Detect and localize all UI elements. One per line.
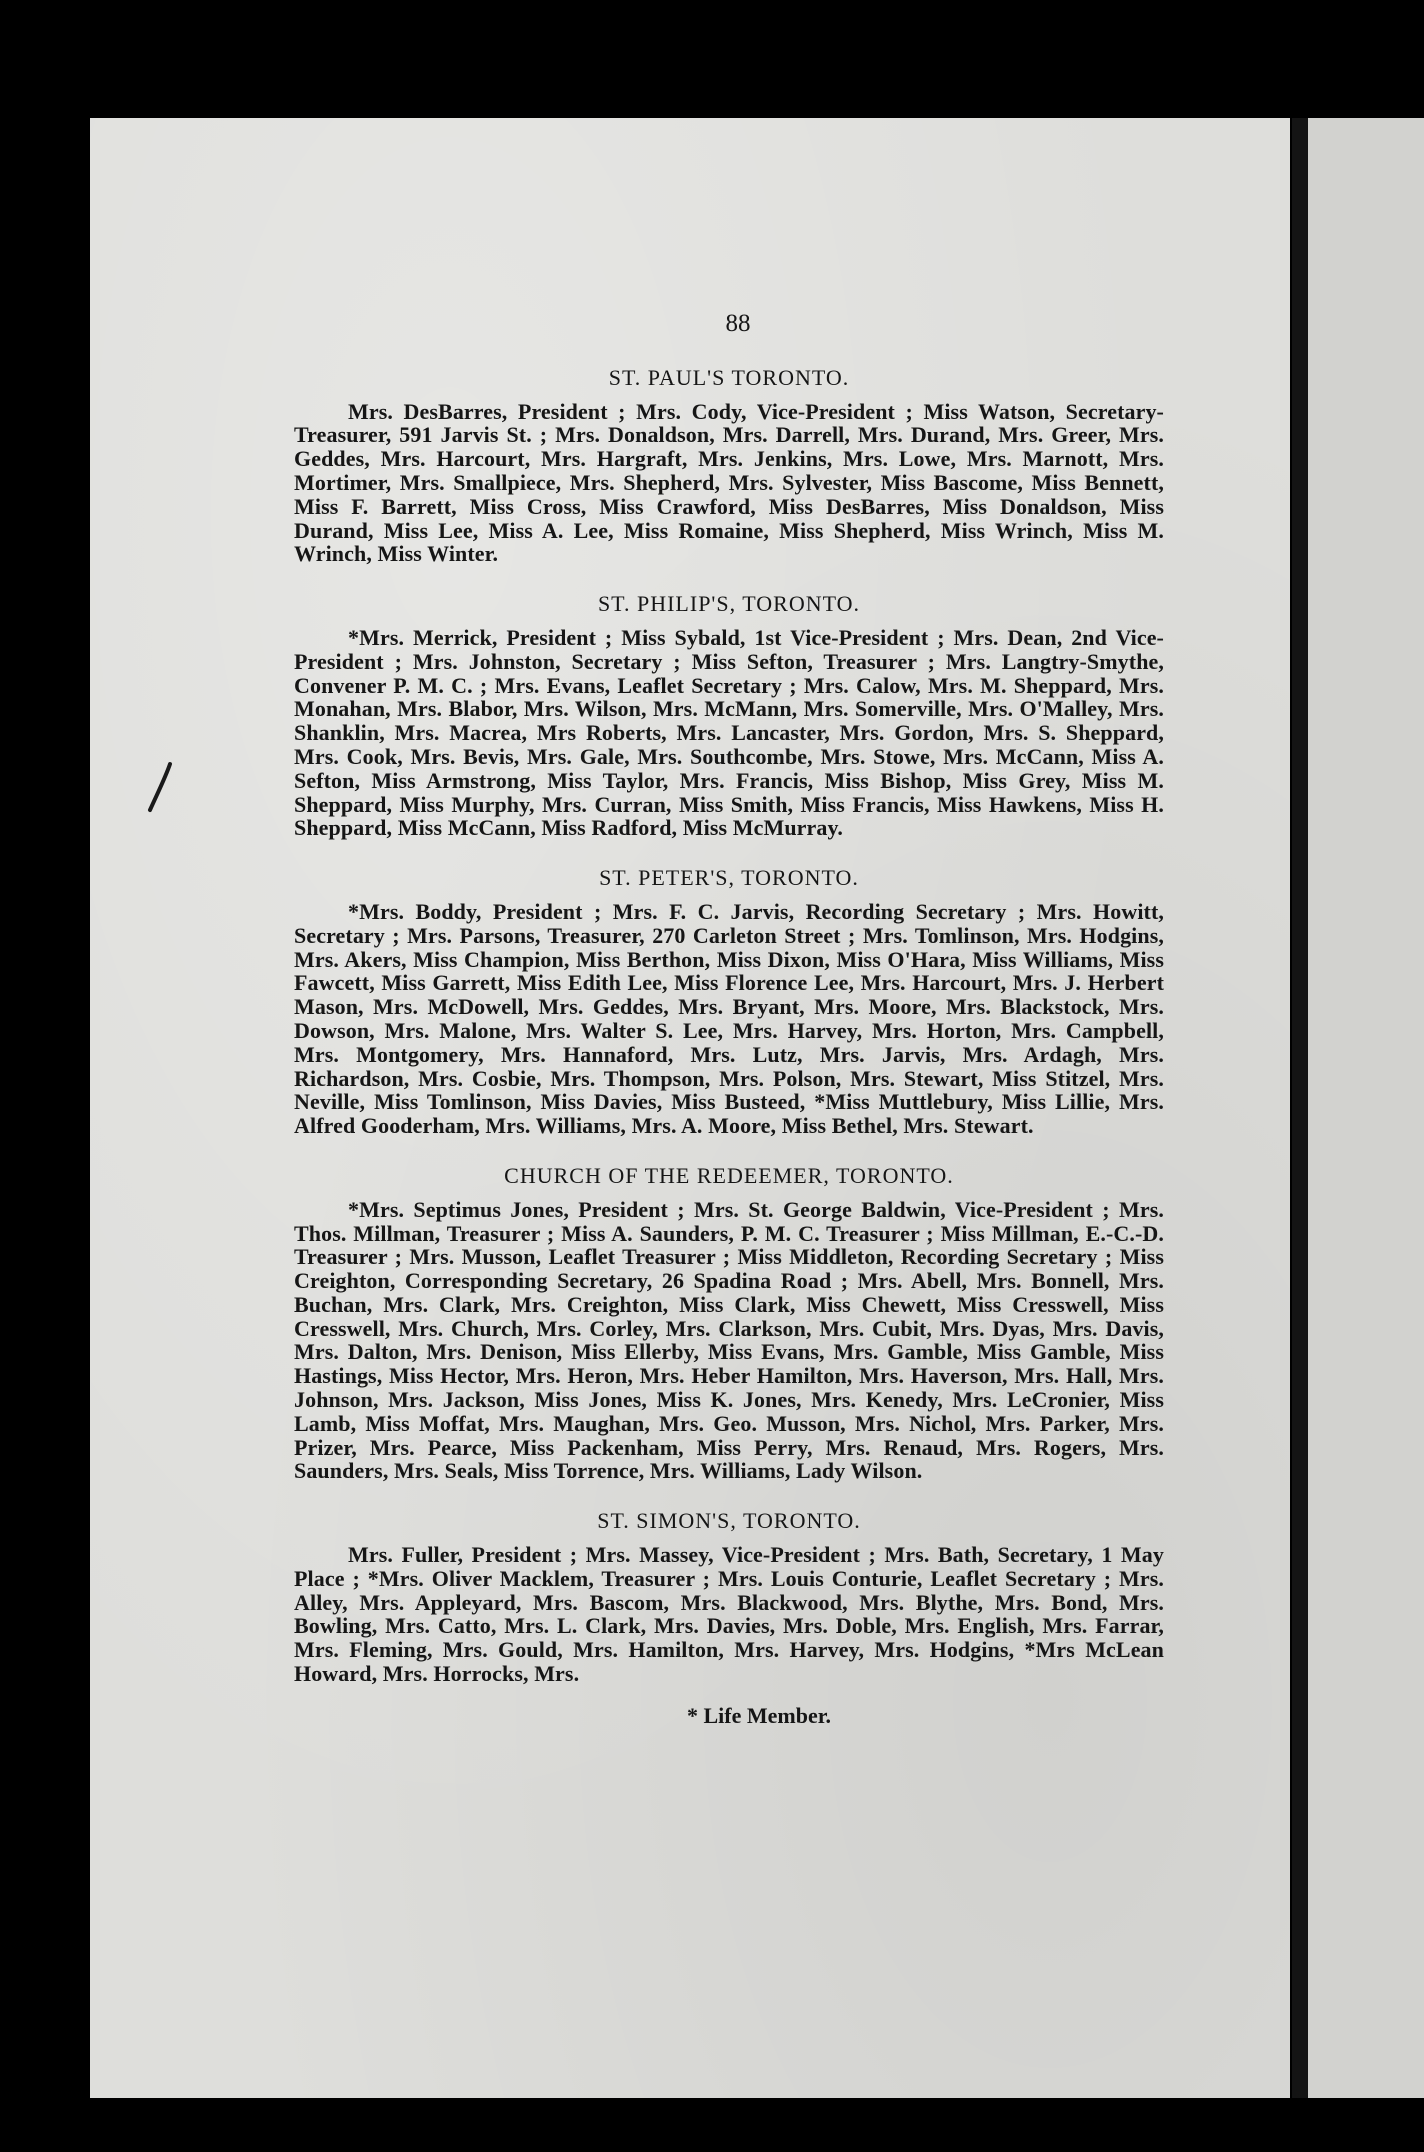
- section-heading: CHURCH OF THE REDEEMER, TORONTO.: [504, 1162, 954, 1188]
- section-heading: ST. PHILIP'S, TORONTO.: [597, 591, 861, 617]
- pencil-margin-mark: [140, 758, 200, 818]
- section-heading: ST. PAUL'S TORONTO.: [608, 364, 850, 390]
- section-church-of-the-redeemer: [294, 1164, 1164, 1483]
- section-st-philips: [294, 592, 1164, 840]
- footnote: * Life Member.: [687, 1702, 831, 1728]
- section-st-peters: [294, 866, 1164, 1138]
- section-heading: ST. SIMON'S, TORONTO.: [597, 1508, 861, 1534]
- facing-page-edge: [1308, 118, 1424, 2098]
- section-body: *Mrs. Septimus Jones, President ; Mrs. St. George Baldwin, Vice-President ; Mrs. Thos. Millman, Treasurer ; Miss A. Saunders, P. M. C. Treasurer ; Miss Millman, E.-C.-D. Treasurer ; Mrs. Musson, Leaflet Treasurer ; Miss Middleton, Recording Secretary ; Miss Creighton, Corresponding Secretary, 26 Spadina Road ; Mrs. Abell, Mrs. Bonnell, Mrs. Buchan, Mrs. Clark, Mrs. Creighton, Miss Clark, Miss Chewett, Miss Cresswell, Miss Cresswell, Mrs. Church, Mrs. Corley, Mrs. Clarkson, Mrs. Cubit, Mrs. Dyas, Mrs. Davis, Mrs. Dalton, Mrs. Denison, Miss Ellerby, Miss Evans, Mrs. Gamble, Miss Gamble, Miss Hastings, Miss Hector, Mrs. Heron, Mrs. Heber Hamilton, Mrs. Haverson, Mrs. Hall, Mrs. Johnson, Mrs. Jackson, Miss Jones, Miss K. Jones, Mrs. Kenedy, Mrs. LeCronier, Miss Lamb, Miss Moffat, Mrs. Maughan, Mrs. Geo. Musson, Mrs. Nichol, Mrs. Parker, Mrs. Prizer, Mrs. Pearce, Miss Packenham, Miss Perry, Mrs. Renaud, Mrs. Rogers, Mrs. Saunders, Mrs. Seals, Miss Torrence, Mrs. Williams, Lady Wilson.: [294, 1196, 1164, 1484]
- section-heading: ST. PETER'S, TORONTO.: [599, 865, 859, 891]
- section-body: Mrs. Fuller, President ; Mrs. Massey, Vice-President ; Mrs. Bath, Secretary, 1 May Place ; *Mrs. Oliver Macklem, Treasurer ; Mrs. Louis Conturie, Leaflet Secretary ; Mrs. Alley, Mrs. Appleyard, Mrs. Bascom, Mrs. Blackwood, Mrs. Blythe, Mrs. Bond, Mrs. Bowling, Mrs. Catto, Mrs. L. Clark, Mrs. Davies, Mrs. Doble, Mrs. English, Mrs. Farrar, Mrs. Fleming, Mrs. Gould, Mrs. Hamilton, Mrs. Harvey, Mrs. Hodgins, *Mrs McLean Howard, Mrs. Horrocks, Mrs.: [294, 1542, 1164, 1687]
- page-number: 88: [725, 310, 751, 337]
- section-body: Mrs. DesBarres, President ; Mrs. Cody, Vice-President ; Miss Watson, Secretary-Treasurer, 591 Jarvis St. ; Mrs. Donaldson, Mrs. Darrell, Mrs. Durand, Mrs. Greer, Mrs. Geddes, Mrs. Harcourt, Mrs. Hargraft, Mrs. Jenkins, Mrs. Lowe, Mrs. Marnott, Mrs. Mortimer, Mrs. Smallpiece, Mrs. Shepherd, Mrs. Sylvester, Miss Bascome, Miss Bennett, Miss F. Barrett, Miss Cross, Miss Crawford, Miss DesBarres, Miss Donaldson, Miss Durand, Miss Lee, Miss A. Lee, Miss Romaine, Miss Shepherd, Miss Wrinch, Miss M. Wrinch, Miss Winter.: [294, 398, 1164, 567]
- section-body: *Mrs. Merrick, President ; Miss Sybald, 1st Vice-President ; Mrs. Dean, 2nd Vice-President ; Mrs. Johnston, Secretary ; Miss Sefton, Treasurer ; Mrs. Langtry-Smythe, Convener P. M. C. ; Mrs. Evans, Leaflet Secretary ; Mrs. Calow, Mrs. M. Sheppard, Mrs. Monahan, Mrs. Blabor, Mrs. Wilson, Mrs. McMann, Mrs. Somerville, Mrs. O'Malley, Mrs. Shanklin, Mrs. Macrea, Mrs Roberts, Mrs. Lancaster, Mrs. Gordon, Mrs. S. Sheppard, Mrs. Cook, Mrs. Bevis, Mrs. Gale, Mrs. Southcombe, Mrs. Stowe, Mrs. McCann, Miss A. Sefton, Miss Armstrong, Miss Taylor, Mrs. Francis, Miss Bishop, Miss Grey, Miss M. Sheppard, Miss Murphy, Mrs. Curran, Miss Smith, Miss Francis, Miss Hawkens, Miss H. Sheppard, Miss McCann, Miss Radford, Miss McMurray.: [294, 624, 1164, 841]
- section-st-simons: [294, 1509, 1164, 1686]
- section-st-pauls: [294, 366, 1164, 566]
- section-body: *Mrs. Boddy, President ; Mrs. F. C. Jarvis, Recording Secretary ; Mrs. Howitt, Secretary ; Mrs. Parsons, Treasurer, 270 Carleton Street ; Mrs. Tomlinson, Mrs. Hodgins, Mrs. Akers, Miss Champion, Miss Berthon, Miss Dixon, Miss O'Hara, Miss Williams, Miss Fawcett, Miss Garrett, Miss Edith Lee, Miss Florence Lee, Mrs. Harcourt, Mrs. J. Herbert Mason, Mrs. McDowell, Mrs. Geddes, Mrs. Bryant, Mrs. Moore, Mrs. Blackstock, Mrs. Dowson, Mrs. Malone, Mrs. Walter S. Lee, Mrs. Harvey, Mrs. Horton, Mrs. Campbell, Mrs. Montgomery, Mrs. Hannaford, Mrs. Lutz, Mrs. Jarvis, Mrs. Ardagh, Mrs. Richardson, Mrs. Cosbie, Mrs. Thompson, Mrs. Polson, Mrs. Stewart, Miss Stitzel, Mrs. Neville, Miss Tomlinson, Miss Davies, Miss Busteed, *Miss Muttlebury, Miss Lillie, Mrs. Alfred Gooderham, Mrs. Williams, Mrs. A. Moore, Miss Bethel, Mrs. Stewart.: [294, 898, 1164, 1139]
- page-content: [294, 300, 1164, 1728]
- page-gutter: [1292, 118, 1308, 2098]
